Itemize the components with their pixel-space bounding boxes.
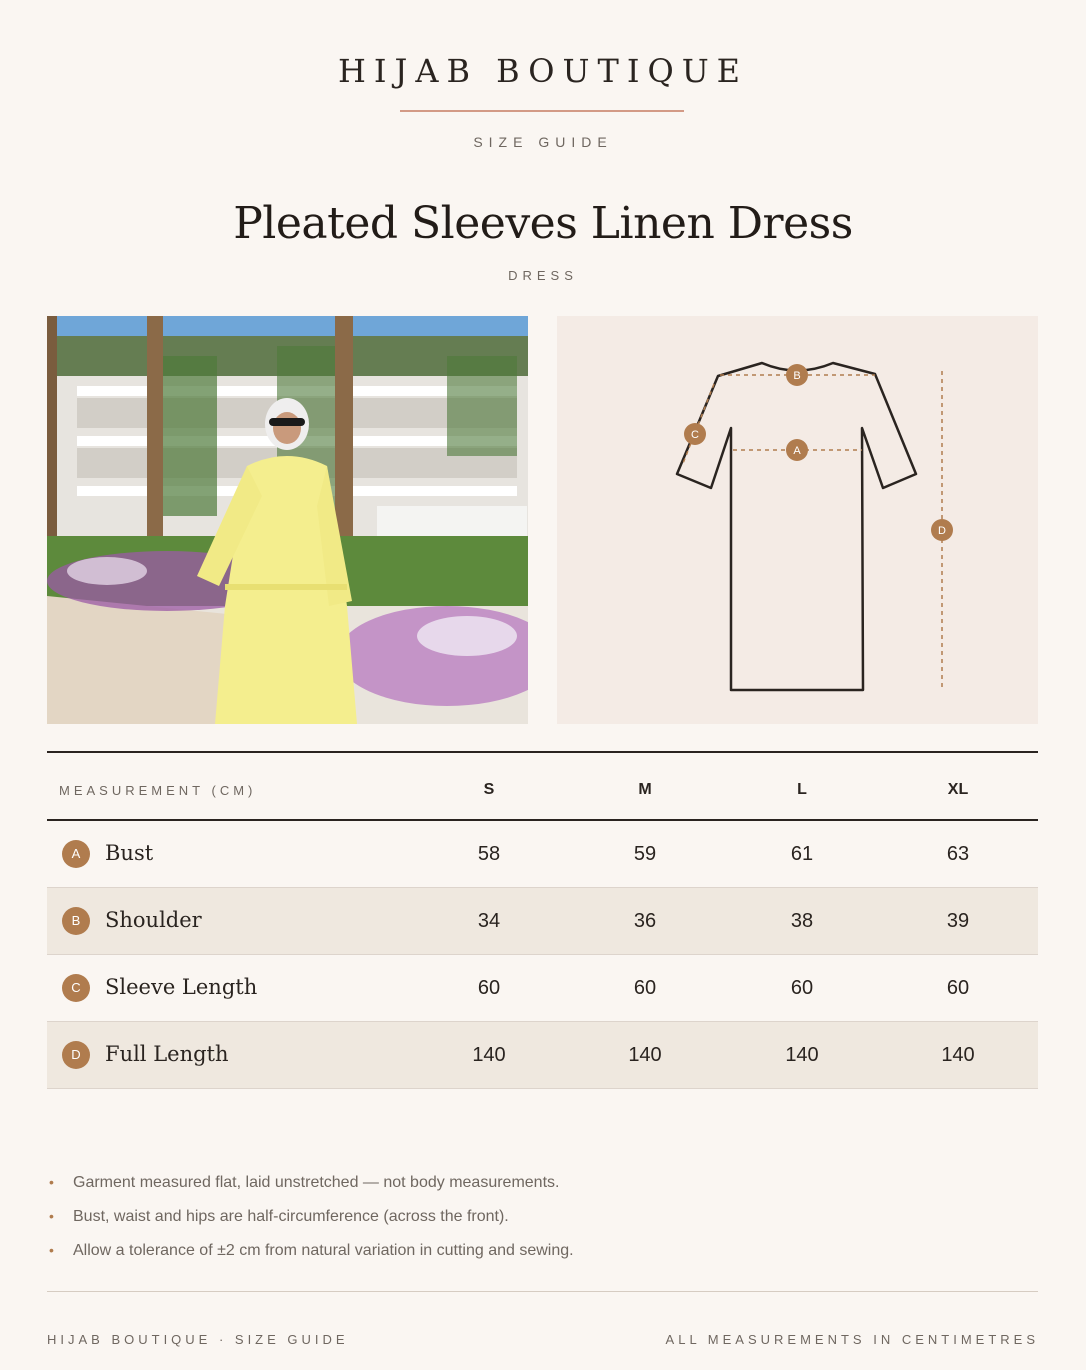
table-cell: 58 (477, 843, 501, 865)
bullet-icon: • (49, 1242, 54, 1258)
svg-text:B: B (793, 370, 801, 382)
table-cell: 140 (941, 1044, 975, 1066)
marker-badge: A (62, 840, 90, 868)
table-row (47, 888, 1038, 955)
table-cell: 60 (946, 977, 970, 999)
table-cell: 60 (633, 977, 657, 999)
svg-text:C: C (691, 429, 699, 441)
table-cell: 63 (946, 843, 970, 865)
table-cell: 59 (633, 843, 657, 865)
product-title: Pleated Sleeves Linen Dress (233, 198, 853, 249)
table-cell: 140 (472, 1044, 506, 1066)
measurement-diagram (557, 316, 1038, 724)
row-label: Bust (105, 841, 154, 865)
table-cell: 38 (790, 910, 814, 932)
marker-badge: D (62, 1041, 90, 1069)
table-row (47, 1022, 1038, 1089)
dress-outline (677, 363, 916, 690)
footer-right: ALL MEASUREMENTS IN CENTIMETRES (665, 1332, 1039, 1347)
measurement-header: MEASUREMENT (CM) (59, 783, 257, 798)
table-cell: 140 (785, 1044, 819, 1066)
note-text: Allow a tolerance of ±2 cm from natural variation in cutting and sewing. (73, 1242, 574, 1259)
note-text: Garment measured flat, laid unstretched — not body measurements. (73, 1174, 560, 1191)
footer-left: HIJAB BOUTIQUE · SIZE GUIDE (47, 1332, 349, 1347)
brand-divider (400, 110, 684, 112)
note-item (47, 1242, 1038, 1276)
marker-b (786, 364, 808, 386)
bullet-icon: • (49, 1208, 54, 1224)
table-cell: 60 (477, 977, 501, 999)
table-cell: 36 (633, 910, 657, 932)
marker-badge: C (62, 974, 90, 1002)
bullet-icon: • (49, 1174, 54, 1190)
page-subtitle: SIZE GUIDE (473, 134, 613, 150)
brand-name: HIJAB BOUTIQUE (337, 52, 749, 90)
table-cell: 60 (790, 977, 814, 999)
notes-list (47, 1174, 1038, 1276)
size-header-m: M (638, 781, 652, 798)
table-cell: 34 (477, 910, 501, 932)
marker-badge: B (62, 907, 90, 935)
row-label: Full Length (105, 1042, 229, 1066)
marker-d (931, 519, 953, 541)
svg-text:D: D (938, 525, 946, 537)
table-row (47, 955, 1038, 1022)
table-cell: 39 (946, 910, 970, 932)
marker-a (786, 439, 808, 461)
row-label: Sleeve Length (105, 975, 258, 999)
product-category: DRESS (508, 268, 578, 283)
marker-c (684, 423, 706, 445)
note-text: Bust, waist and hips are half-circumference (across the front). (73, 1208, 509, 1225)
table-header (47, 753, 1038, 819)
size-header-xl: XL (947, 781, 969, 798)
svg-text:A: A (793, 445, 801, 457)
footer-divider (47, 1291, 1038, 1292)
table-cell: 61 (790, 843, 814, 865)
row-label: Shoulder (105, 908, 202, 932)
note-item (47, 1174, 1038, 1208)
size-header-s: S (483, 781, 495, 798)
size-header-l: L (797, 781, 807, 798)
table-cell: 140 (628, 1044, 662, 1066)
product-photo (47, 316, 528, 724)
table-row (47, 821, 1038, 888)
note-item (47, 1208, 1038, 1242)
